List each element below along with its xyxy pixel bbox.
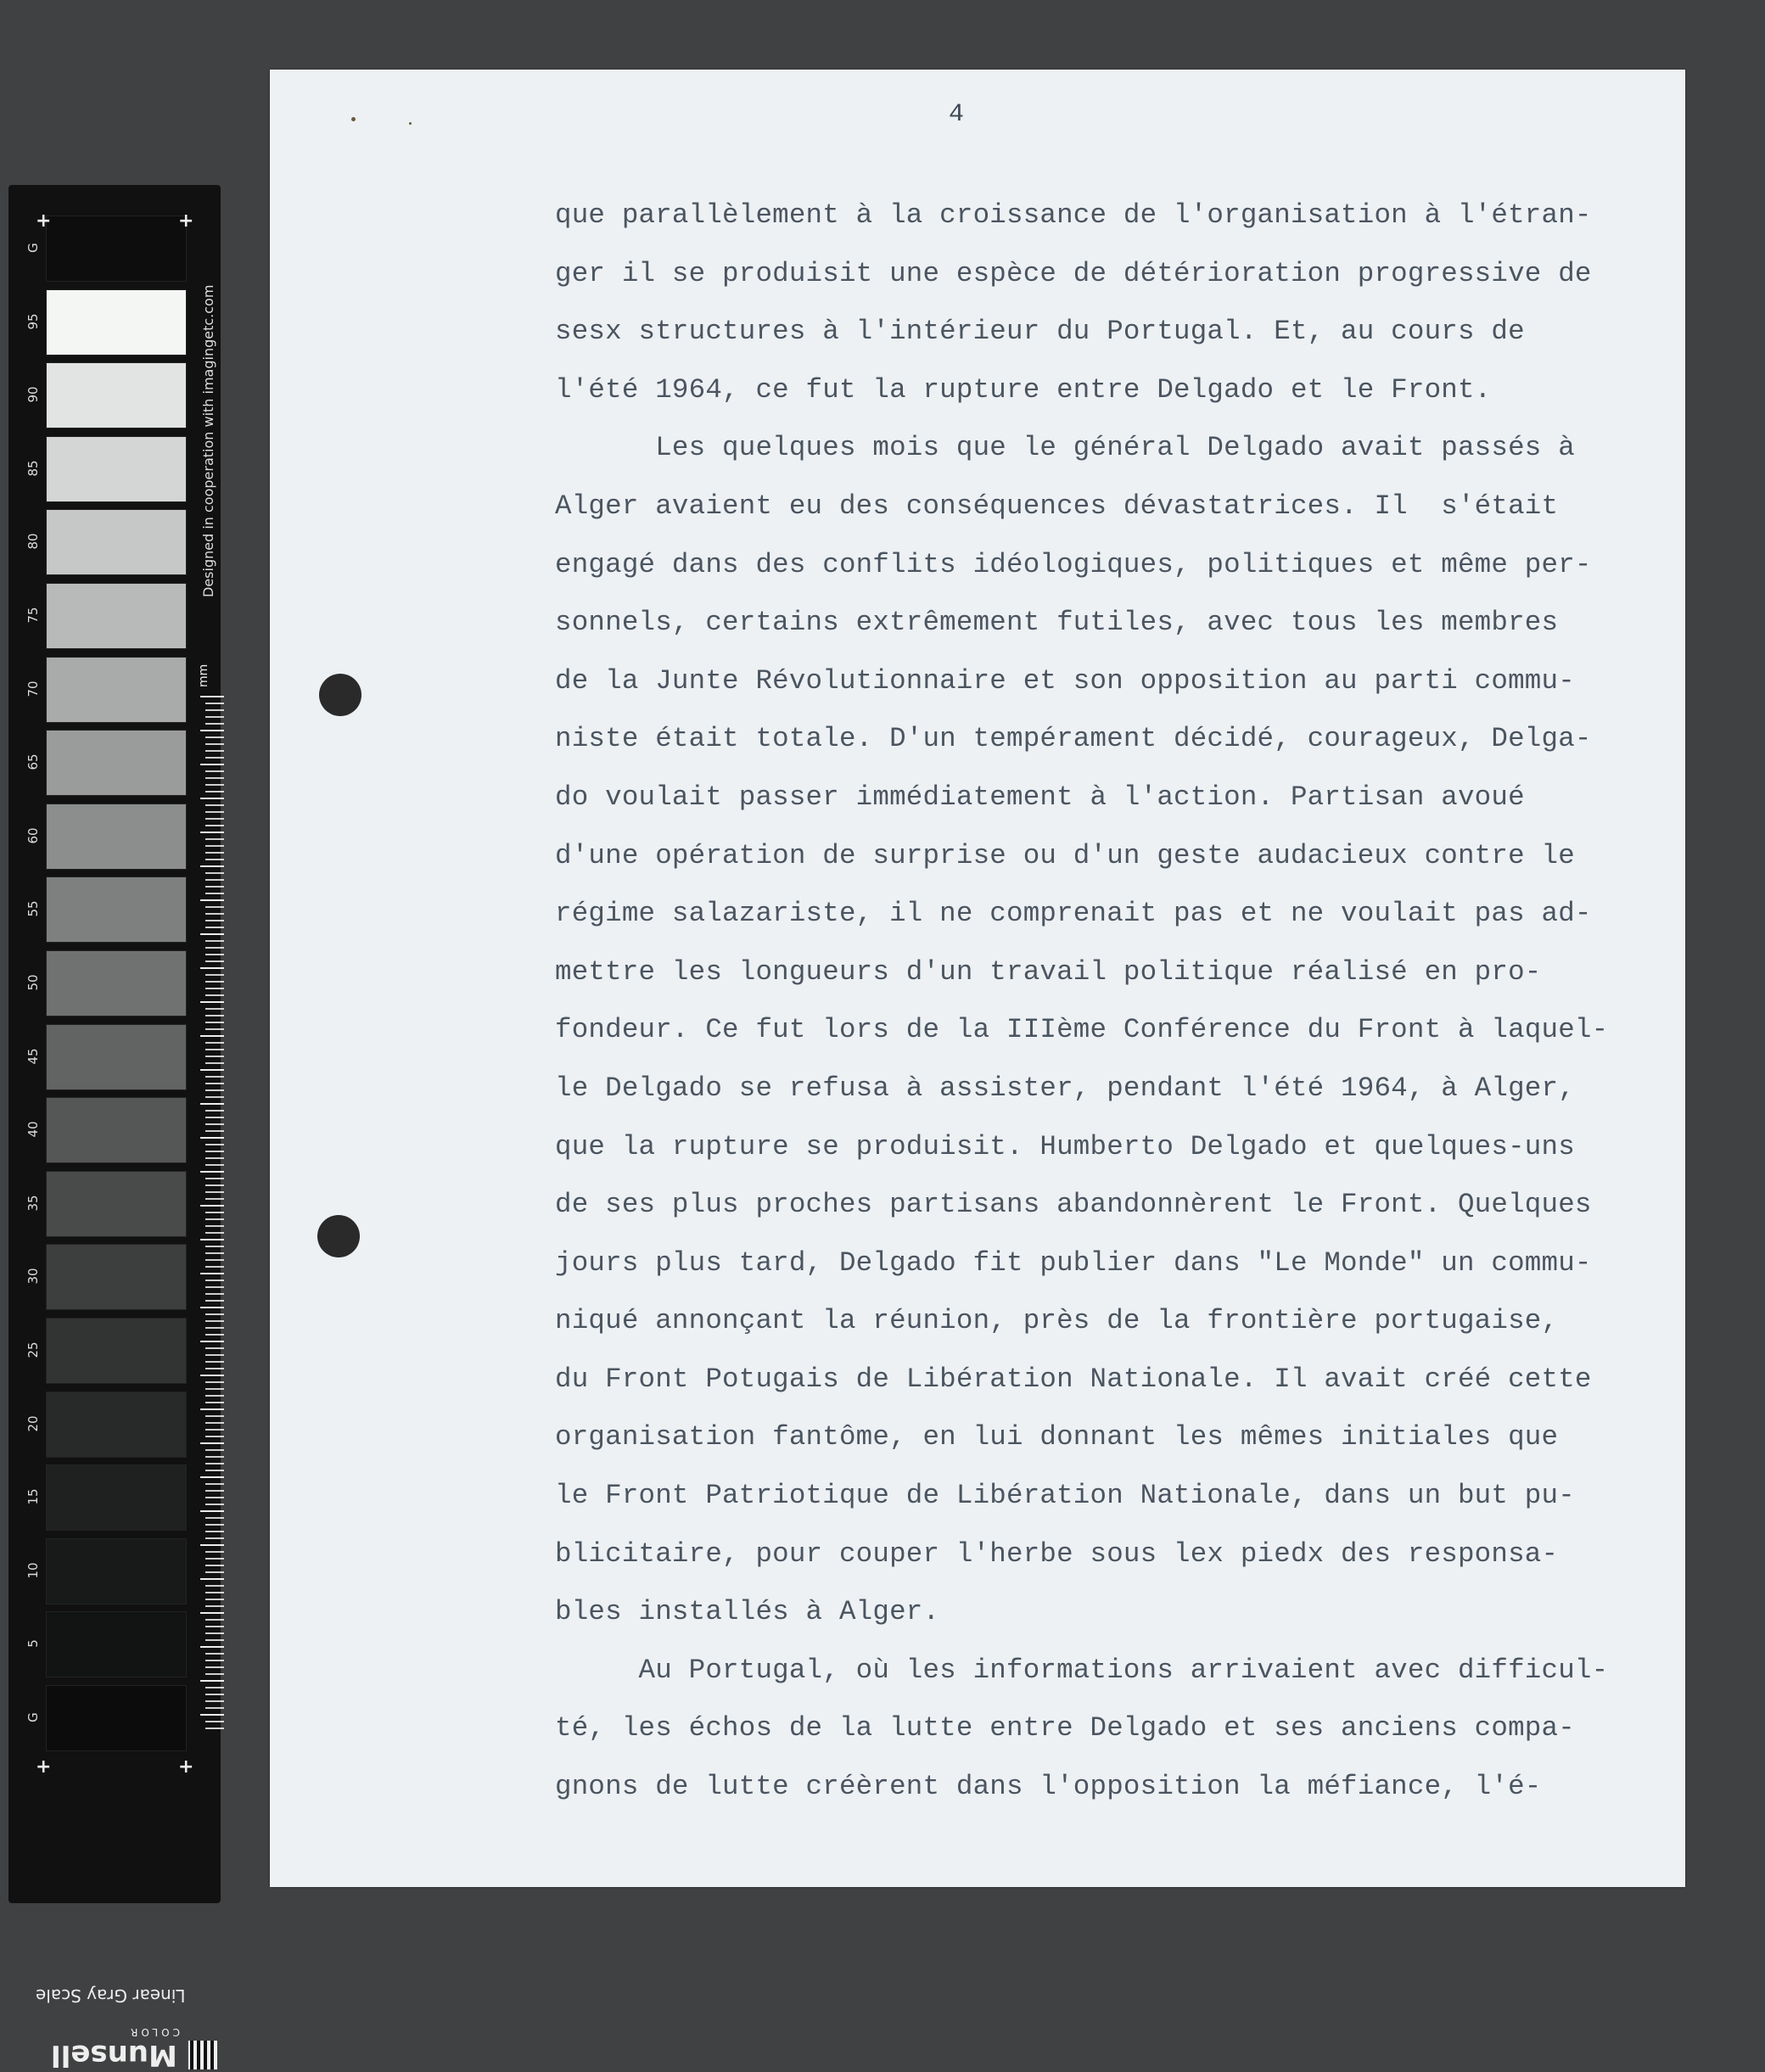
gray-patch [46,509,187,575]
text-line: niste était totale. D'un tempérament décidé, courageux, Delga- [555,723,1592,755]
punch-hole [317,1215,360,1257]
gray-patch [46,1392,187,1458]
text-line: Alger avaient eu des conséquences dévastatrices. Il s'était [555,490,1559,522]
text-line: d'une opération de surprise ou d'un geste audacieux contre le [555,839,1575,871]
gray-patch-label: 20 [25,1415,41,1432]
gray-patch [46,1244,187,1310]
plus-mark: + [36,1756,52,1778]
gray-patch [46,216,187,282]
text-line: que la rupture se produisit. Humberto Delgado et quelques-uns [555,1130,1575,1162]
gray-patch [46,436,187,502]
gray-patch-label: 70 [25,680,41,697]
plus-mark: + [178,210,194,232]
gray-patch-label: G [25,243,41,253]
munsell-logo: Munsell COLOR [51,2026,217,2072]
gray-patch [46,289,187,356]
gray-patch-label: 90 [25,386,41,403]
mm-label: mm [197,664,210,687]
gray-patch [46,876,187,943]
paper-speck [351,117,356,121]
gray-patch [46,804,187,870]
gray-patch [46,1024,187,1090]
gray-patch [46,657,187,723]
text-line: que parallèlement à la croissance de l'organisation à l'étran- [555,199,1592,231]
mm-ruler [205,696,224,1729]
gray-patch-label: 95 [25,313,41,330]
designed-credit: Designed in cooperation with imagingetc.com [200,284,216,597]
gray-patch [46,1611,187,1677]
text-line: de la Junte Révolutionnaire et son opposition au parti commu- [555,664,1575,697]
gray-patch [46,950,187,1016]
scale-title: Linear Gray Scale [36,1985,186,2006]
punch-hole [319,674,361,716]
gray-patch-label: 45 [25,1048,41,1065]
gray-patch [46,1171,187,1237]
gray-patch [46,1685,187,1751]
gray-patch-label: 80 [25,533,41,550]
text-line: du Front Potugais de Libération Nationale. Il avait créé cette [555,1363,1592,1395]
text-line: do voulait passer immédiatement à l'action. Partisan avoué [555,781,1525,813]
text-line: de ses plus proches partisans abandonnèrent le Front. Quelques [555,1189,1592,1221]
gray-patch [46,1464,187,1531]
gray-patch-label: 60 [25,827,41,844]
text-line: mettre les longueurs d'un travail politique réalisé en pro- [555,955,1542,988]
text-line: sonnels, certains extrêmement futiles, avec tous les membres [555,607,1559,639]
gray-patch [46,1538,187,1604]
text-line: fondeur. Ce fut lors de la IIIème Conférence du Front à laquel- [555,1014,1609,1046]
gray-patch-label: 35 [25,1195,41,1212]
text-line: niqué annonçant la réunion, près de la frontière portugaise, [555,1305,1559,1337]
text-line: le Delgado se refusa à assister, pendant l'été 1964, à Alger, [555,1072,1575,1104]
gray-patch [46,362,187,428]
gray-patch-label: 10 [25,1562,41,1579]
gray-patch [46,583,187,649]
gray-patch [46,1318,187,1384]
text-line: Les quelques mois que le général Delgado avait passés à [555,432,1575,464]
gray-patch-label: 85 [25,460,41,477]
text-line: té, les échos de la lutte entre Delgado et ses anciens compa- [555,1712,1575,1744]
gray-patch [46,1097,187,1163]
munsell-logo-icon [188,2041,217,2069]
paper-speck [409,122,412,125]
gray-patch-label: G [25,1712,41,1722]
page-number: 4 [949,100,965,129]
gray-patch-label: 30 [25,1268,41,1285]
text-line: gnons de lutte créèrent dans l'opposition la méfiance, l'é- [555,1771,1542,1803]
text-line: blicitaire, pour couper l'herbe sous lex piedx des responsa- [555,1537,1559,1570]
plus-mark: + [178,1756,194,1778]
text-line: engagé dans des conflits idéologiques, politiques et même per- [555,548,1592,580]
gray-patch-label: 75 [25,607,41,624]
text-line: le Front Patriotique de Libération Nationale, dans un but pu- [555,1480,1575,1512]
text-line: bles installés à Alger. [555,1596,940,1628]
gray-patch [46,730,187,796]
gray-patch-label: 65 [25,753,41,770]
text-line: jours plus tard, Delgado fit publier dans "Le Monde" un commu- [555,1246,1592,1279]
text-line: régime salazariste, il ne comprenait pas et ne voulait pas ad- [555,898,1592,930]
typewritten-body [555,187,1675,1817]
plus-mark: + [36,210,52,232]
gray-patch-label: 25 [25,1341,41,1358]
text-line: l'été 1964, ce fut la rupture entre Delgado et le Front. [555,373,1492,406]
gray-scale-card [8,185,221,2072]
text-line: organisation fantôme, en lui donnant les mêmes initiales que [555,1421,1559,1453]
text-line: ger il se produisit une espèce de détérioration progressive de [555,257,1592,289]
gray-patch-label: 15 [25,1488,41,1505]
gray-patch-label: 55 [25,900,41,917]
gray-patch-label: 50 [25,974,41,991]
gray-patch-label: 40 [25,1121,41,1138]
gray-patch-label: 5 [25,1639,41,1649]
text-line: sesx structures à l'intérieur du Portugal. Et, au cours de [555,316,1525,348]
text-line: Au Portugal, où les informations arrivaient avec difficul- [555,1654,1609,1686]
